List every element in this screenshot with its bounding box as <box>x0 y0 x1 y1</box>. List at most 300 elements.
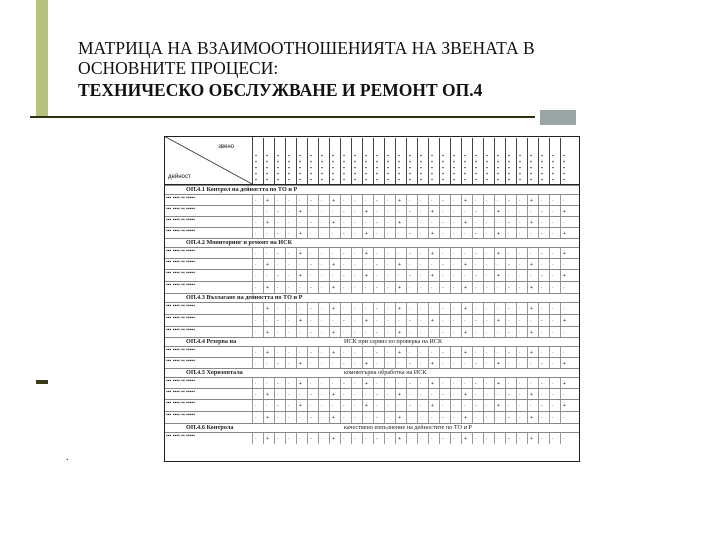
matrix-cell: · <box>439 228 451 239</box>
matrix-cell: + <box>560 206 572 217</box>
matrix-cell: · <box>483 270 495 282</box>
matrix-cell: · <box>373 400 385 412</box>
matrix-section-note: компютърна обработка на ИСК <box>344 369 427 376</box>
matrix-cell: + <box>395 303 407 315</box>
matrix-cell: + <box>395 327 407 338</box>
matrix-column-header: ▪▪▪▪▪ <box>373 138 385 184</box>
matrix-cell: · <box>384 217 396 228</box>
matrix-cell: · <box>285 400 297 412</box>
matrix-cell: · <box>527 358 539 369</box>
matrix-cell: + <box>395 195 407 206</box>
matrix-cell: + <box>461 217 473 228</box>
matrix-cell: + <box>263 303 275 315</box>
matrix-row-label: ▪▪▪ ▪▪▪▪ ▪▪ ▪▪▪▪▪ <box>166 434 195 439</box>
matrix-cell: · <box>307 400 319 412</box>
matrix-cell: + <box>362 270 374 282</box>
matrix-cell: · <box>439 358 451 369</box>
matrix-cell: · <box>307 206 319 217</box>
matrix-cell: · <box>472 303 484 315</box>
matrix-cell: · <box>318 206 330 217</box>
matrix-cell: · <box>472 217 484 228</box>
matrix-cell: - <box>373 327 385 338</box>
matrix-cell: + <box>461 347 473 358</box>
matrix-cell: - <box>307 347 319 358</box>
matrix-cell: · <box>296 433 308 444</box>
matrix-cell: · <box>428 327 440 338</box>
matrix-cell: · <box>483 327 495 338</box>
matrix-row-label: ▪▪▪ ▪▪▪▪ ▪▪ ▪▪▪▪▪ <box>166 401 195 406</box>
matrix-cell: - <box>505 303 517 315</box>
matrix-cell: · <box>384 303 396 315</box>
matrix-cell: · <box>450 378 462 389</box>
matrix-cell: - <box>373 282 385 294</box>
matrix-section-note: качествено изпълнение на дейностите по ТО и Р <box>344 424 472 431</box>
matrix-section-label: ОП.4.3 Възлагане на дейността по ТО и Р <box>186 294 303 301</box>
matrix-cell: · <box>516 347 528 358</box>
matrix-cell: · <box>472 195 484 206</box>
matrix-cell: - <box>472 206 484 217</box>
matrix-cell: + <box>527 259 539 270</box>
matrix-column-header: ▪▪▪▪▪ <box>340 138 352 184</box>
matrix-cell: · <box>494 389 506 400</box>
matrix-cell: · <box>329 358 341 369</box>
matrix-cell: + <box>461 282 473 294</box>
matrix-row-label: ▪▪▪ ▪▪▪▪ ▪▪ ▪▪▪▪▪ <box>166 359 195 364</box>
matrix-cell: · <box>362 347 374 358</box>
matrix-column-header: ▪▪▪▪▪ <box>263 138 275 184</box>
matrix-row-label: ▪▪▪ ▪▪▪▪ ▪▪ ▪▪▪▪▪ <box>166 283 195 288</box>
matrix-cell: · <box>263 315 275 327</box>
matrix-cell: - <box>538 228 550 239</box>
matrix-cell: · <box>362 217 374 228</box>
matrix-cell: · <box>538 389 550 400</box>
matrix-column-header: ▪▪▪▪▪ <box>461 138 473 184</box>
matrix-cell: · <box>318 400 330 412</box>
matrix-cell: - <box>307 282 319 294</box>
matrix-cell: · <box>439 206 451 217</box>
title-line-3: ТЕХНИЧЕСКО ОБСЛУЖВАНЕ И РЕМОНТ ОП.4 <box>78 80 483 100</box>
matrix-cell: · <box>516 389 528 400</box>
matrix-cell: · <box>384 358 396 369</box>
matrix-cell: · <box>351 347 363 358</box>
matrix-cell: · <box>252 347 264 358</box>
title-line-1: МАТРИЦА НА ВЗАИМООТНОШЕНИЯТА НА ЗВЕНАТА В <box>78 38 535 58</box>
matrix-cell: · <box>549 217 561 228</box>
matrix-cell: · <box>296 282 308 294</box>
matrix-cell: + <box>395 389 407 400</box>
matrix-cell: · <box>340 195 352 206</box>
matrix-cell: - <box>340 400 352 412</box>
matrix-cell: · <box>296 412 308 424</box>
matrix-cell: · <box>362 389 374 400</box>
matrix-cell: · <box>549 195 561 206</box>
matrix-cell: · <box>252 389 264 400</box>
matrix-row-label: ▪▪▪ ▪▪▪▪ ▪▪ ▪▪▪▪▪ <box>166 249 195 254</box>
matrix-cell: · <box>329 206 341 217</box>
matrix-cell: · <box>263 358 275 369</box>
matrix-cell: · <box>296 327 308 338</box>
matrix-cell: · <box>395 248 407 259</box>
matrix-cell: · <box>428 347 440 358</box>
matrix-row-label: ▪▪▪ ▪▪▪▪ ▪▪ ▪▪▪▪▪ <box>166 304 195 309</box>
matrix-cell: + <box>362 228 374 239</box>
matrix-cell: + <box>395 217 407 228</box>
matrix-cell: · <box>417 282 429 294</box>
matrix-cell: · <box>307 378 319 389</box>
matrix-cell: · <box>296 195 308 206</box>
matrix-cell: · <box>373 206 385 217</box>
matrix-cell: - <box>307 433 319 444</box>
matrix-cell: - <box>505 282 517 294</box>
matrix-cell: · <box>252 195 264 206</box>
matrix-cell: · <box>483 358 495 369</box>
matrix-cell: · <box>516 358 528 369</box>
matrix-cell: + <box>428 270 440 282</box>
matrix-cell: · <box>252 228 264 239</box>
matrix-cell: - <box>373 217 385 228</box>
matrix-cell: · <box>461 206 473 217</box>
matrix-cell: · <box>252 378 264 389</box>
matrix-cell: - <box>274 378 286 389</box>
matrix-cell: - <box>538 248 550 259</box>
matrix-cell: · <box>417 433 429 444</box>
matrix-cell: · <box>549 412 561 424</box>
matrix-cell: + <box>461 412 473 424</box>
matrix-cell: - <box>373 259 385 270</box>
matrix-cell: - <box>439 217 451 228</box>
matrix-cell: · <box>274 327 286 338</box>
matrix-cell: · <box>450 358 462 369</box>
matrix-cell: · <box>296 347 308 358</box>
matrix-cell: · <box>285 358 297 369</box>
matrix-cell: · <box>450 433 462 444</box>
matrix-cell: · <box>428 303 440 315</box>
matrix-cell: · <box>362 282 374 294</box>
matrix-cell: · <box>285 303 297 315</box>
matrix-cell: + <box>395 347 407 358</box>
matrix-column-header: ▪▪▪▪▪ <box>428 138 440 184</box>
matrix-cell: + <box>263 259 275 270</box>
matrix-cell: - <box>406 270 418 282</box>
matrix-cell: · <box>395 206 407 217</box>
matrix-cell: · <box>494 303 506 315</box>
matrix-column-header: ▪▪▪▪▪ <box>417 138 429 184</box>
matrix-cell: · <box>351 217 363 228</box>
matrix-cell: + <box>296 315 308 327</box>
matrix-cell: · <box>549 259 561 270</box>
matrix-cell: · <box>560 217 572 228</box>
matrix-row-label: ▪▪▪ ▪▪▪▪ ▪▪ ▪▪▪▪▪ <box>166 413 195 418</box>
matrix-cell: · <box>538 433 550 444</box>
matrix-cell: · <box>428 412 440 424</box>
matrix-column-header: ▪▪▪▪▪ <box>538 138 550 184</box>
matrix-cell: · <box>351 195 363 206</box>
matrix-cell: · <box>483 206 495 217</box>
matrix-cell: - <box>439 259 451 270</box>
matrix-cell: · <box>263 270 275 282</box>
matrix-cell: - <box>274 400 286 412</box>
matrix-cell: · <box>384 433 396 444</box>
matrix-cell: · <box>461 248 473 259</box>
matrix-cell: + <box>296 248 308 259</box>
matrix-cell: + <box>329 217 341 228</box>
matrix-cell: · <box>538 327 550 338</box>
matrix-cell: · <box>516 228 528 239</box>
matrix-cell: · <box>505 378 517 389</box>
matrix-cell: - <box>406 378 418 389</box>
matrix-cell: · <box>395 228 407 239</box>
matrix-cell: · <box>285 228 297 239</box>
matrix-cell: · <box>252 270 264 282</box>
matrix-cell: + <box>263 195 275 206</box>
matrix-cell: · <box>318 358 330 369</box>
matrix-cell: - <box>439 412 451 424</box>
matrix-cell: · <box>296 217 308 228</box>
matrix-column-header: ▪▪▪▪▪ <box>329 138 341 184</box>
matrix-cell: - <box>373 389 385 400</box>
matrix-row-label: ▪▪▪ ▪▪▪▪ ▪▪ ▪▪▪▪▪ <box>166 218 195 223</box>
matrix-cell: + <box>560 270 572 282</box>
matrix-cell: + <box>362 248 374 259</box>
matrix-cell: · <box>560 412 572 424</box>
matrix-cell: · <box>461 228 473 239</box>
matrix-column-header: ▪▪▪▪▪ <box>549 138 561 184</box>
matrix-cell: · <box>461 315 473 327</box>
matrix-cell: · <box>252 358 264 369</box>
matrix-row-label: ▪▪▪ ▪▪▪▪ ▪▪ ▪▪▪▪▪ <box>166 390 195 395</box>
matrix-cell: - <box>373 303 385 315</box>
matrix-cell: · <box>274 347 286 358</box>
matrix-cell: + <box>527 282 539 294</box>
matrix-cell: - <box>340 315 352 327</box>
matrix-cell: · <box>461 270 473 282</box>
matrix-cell: + <box>527 327 539 338</box>
matrix-cell: · <box>450 217 462 228</box>
matrix-cell: · <box>450 412 462 424</box>
matrix-cell: + <box>296 270 308 282</box>
matrix-cell: + <box>329 327 341 338</box>
matrix-cell: · <box>373 270 385 282</box>
matrix-cell: · <box>560 389 572 400</box>
matrix-cell: - <box>505 217 517 228</box>
matrix-cell: · <box>516 195 528 206</box>
matrix-cell: + <box>527 347 539 358</box>
matrix-cell: · <box>307 228 319 239</box>
matrix-cell: · <box>560 303 572 315</box>
matrix-cell: · <box>516 400 528 412</box>
matrix-cell: + <box>329 389 341 400</box>
matrix-column-header: ▪▪▪▪▪ <box>560 138 572 184</box>
matrix-cell: - <box>439 433 451 444</box>
matrix-column-header: ▪▪▪▪▪ <box>285 138 297 184</box>
matrix-cell: · <box>494 412 506 424</box>
matrix-cell: · <box>384 400 396 412</box>
matrix-cell: + <box>263 327 275 338</box>
matrix-cell: · <box>329 228 341 239</box>
matrix-cell: - <box>472 378 484 389</box>
matrix-cell: · <box>527 228 539 239</box>
matrix-cell: · <box>505 206 517 217</box>
matrix-cell: · <box>384 195 396 206</box>
matrix-cell: · <box>285 248 297 259</box>
matrix-cell: · <box>362 433 374 444</box>
matrix-cell: - <box>505 389 517 400</box>
matrix-cell: · <box>384 315 396 327</box>
matrix-cell: - <box>439 327 451 338</box>
matrix-cell: · <box>428 433 440 444</box>
matrix-cell: · <box>450 282 462 294</box>
matrix-cell: · <box>406 282 418 294</box>
matrix-cell: + <box>362 378 374 389</box>
matrix-cell: - <box>472 270 484 282</box>
matrix-cell: · <box>483 303 495 315</box>
matrix-cell: · <box>395 378 407 389</box>
matrix-cell: - <box>340 248 352 259</box>
matrix-cell: · <box>494 347 506 358</box>
matrix-cell: · <box>274 389 286 400</box>
matrix-cell: · <box>527 206 539 217</box>
matrix-cell: - <box>472 228 484 239</box>
matrix-cell: · <box>417 347 429 358</box>
matrix-cell: · <box>395 400 407 412</box>
matrix-cell: + <box>395 259 407 270</box>
matrix-cell: · <box>549 433 561 444</box>
matrix-column-header: ▪▪▪▪▪ <box>252 138 264 184</box>
matrix-cell: · <box>351 206 363 217</box>
matrix-cell: - <box>340 228 352 239</box>
matrix-column-header: ▪▪▪▪▪ <box>318 138 330 184</box>
matrix-cell: · <box>527 270 539 282</box>
matrix-cell: · <box>450 248 462 259</box>
matrix-cell: · <box>472 282 484 294</box>
matrix-cell: · <box>538 195 550 206</box>
matrix-cell: + <box>329 282 341 294</box>
matrix-cell: · <box>285 282 297 294</box>
matrix-cell: · <box>450 270 462 282</box>
matrix-cell: - <box>439 282 451 294</box>
matrix-cell: · <box>373 378 385 389</box>
matrix-cell: · <box>373 248 385 259</box>
matrix-cell: · <box>516 206 528 217</box>
matrix-column-header: ▪▪▪▪▪ <box>527 138 539 184</box>
matrix-cell: · <box>351 315 363 327</box>
matrix-cell: · <box>483 248 495 259</box>
matrix-cell: · <box>516 303 528 315</box>
matrix-cell: · <box>560 433 572 444</box>
matrix-cell: · <box>527 378 539 389</box>
matrix-cell: · <box>252 206 264 217</box>
matrix-cell: · <box>538 217 550 228</box>
matrix-cell: - <box>373 433 385 444</box>
matrix-cell: · <box>549 358 561 369</box>
matrix-cell: · <box>483 389 495 400</box>
matrix-cell: · <box>296 303 308 315</box>
matrix-cell: · <box>516 327 528 338</box>
matrix-cell: · <box>516 433 528 444</box>
matrix-cell: + <box>428 228 440 239</box>
matrix-cell: - <box>538 270 550 282</box>
matrix-cell: · <box>406 303 418 315</box>
matrix-cell: · <box>329 400 341 412</box>
matrix-cell: · <box>384 378 396 389</box>
matrix-cell: · <box>417 217 429 228</box>
matrix-cell: · <box>494 282 506 294</box>
matrix-cell: + <box>461 389 473 400</box>
matrix-cell: · <box>263 248 275 259</box>
template-accent-mark <box>36 380 48 384</box>
matrix-cell: · <box>494 259 506 270</box>
matrix-cell: + <box>560 378 572 389</box>
matrix-cell: · <box>549 327 561 338</box>
matrix-cell: · <box>516 217 528 228</box>
matrix-cell: · <box>263 206 275 217</box>
matrix-cell: + <box>428 358 440 369</box>
matrix-cell: · <box>351 248 363 259</box>
matrix-cell: · <box>252 327 264 338</box>
matrix-cell: · <box>417 303 429 315</box>
matrix-cell: · <box>384 347 396 358</box>
matrix-cell: + <box>461 303 473 315</box>
matrix-cell: · <box>318 228 330 239</box>
matrix-cell: · <box>384 282 396 294</box>
matrix-cell: · <box>340 259 352 270</box>
matrix-section-label: ОП.4.2 Мониторинг и ремонт на ИСК <box>186 239 293 246</box>
matrix-cell: · <box>285 315 297 327</box>
matrix-border <box>164 136 580 462</box>
matrix-cell: + <box>296 378 308 389</box>
matrix-cell: · <box>285 195 297 206</box>
matrix-cell: + <box>527 195 539 206</box>
matrix-cell: · <box>439 248 451 259</box>
matrix-cell: · <box>384 259 396 270</box>
matrix-cell: · <box>450 195 462 206</box>
matrix-cell: · <box>252 400 264 412</box>
matrix-cell: · <box>285 347 297 358</box>
matrix-column-header: ▪▪▪▪▪ <box>406 138 418 184</box>
matrix-cell: · <box>439 400 451 412</box>
matrix-cell: + <box>494 358 506 369</box>
matrix-cell: · <box>285 412 297 424</box>
matrix-column-header: ▪▪▪▪▪ <box>516 138 528 184</box>
matrix-cell: · <box>285 327 297 338</box>
matrix-cell: · <box>505 248 517 259</box>
matrix-cell: - <box>307 327 319 338</box>
matrix-cell: · <box>516 282 528 294</box>
matrix-column-header: ▪▪▪▪▪ <box>450 138 462 184</box>
matrix-cell: + <box>560 228 572 239</box>
matrix-cell: · <box>340 282 352 294</box>
matrix-cell: - <box>373 347 385 358</box>
matrix-cell: · <box>527 248 539 259</box>
matrix-cell: · <box>538 259 550 270</box>
matrix-cell: · <box>417 206 429 217</box>
matrix-cell: · <box>483 195 495 206</box>
matrix-cell: · <box>549 347 561 358</box>
matrix-cell: + <box>494 206 506 217</box>
matrix-cell: · <box>318 259 330 270</box>
matrix-cell: · <box>285 217 297 228</box>
matrix-section-label: ОП.4.5 Хоризонтала <box>186 369 243 376</box>
matrix-cell: · <box>252 217 264 228</box>
matrix-cell: + <box>329 303 341 315</box>
matrix-cell: · <box>252 315 264 327</box>
matrix-cell: - <box>307 389 319 400</box>
matrix-cell: · <box>450 259 462 270</box>
matrix-cell: + <box>527 412 539 424</box>
matrix-cell: · <box>252 248 264 259</box>
matrix-cell: · <box>483 378 495 389</box>
matrix-cell: · <box>318 282 330 294</box>
